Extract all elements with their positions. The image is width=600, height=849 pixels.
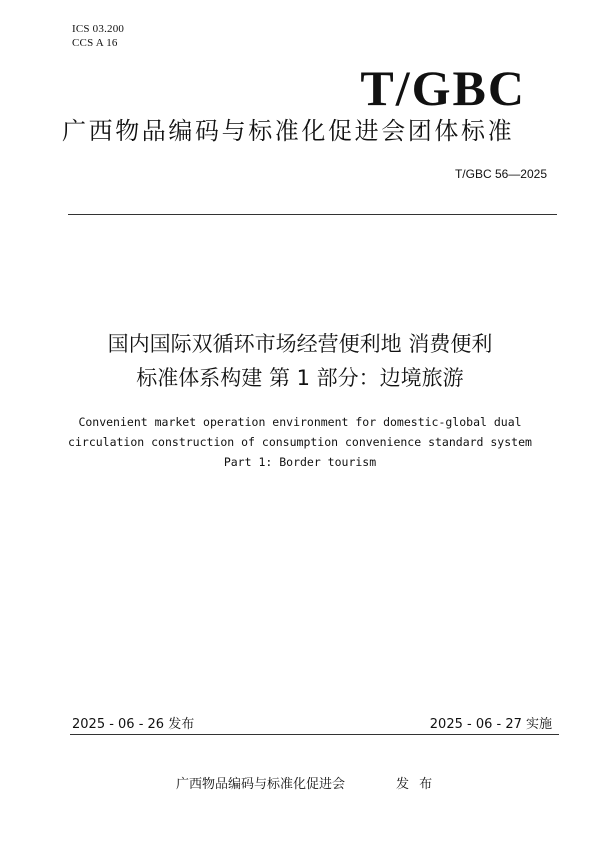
header-divider xyxy=(68,214,557,215)
chinese-title-line-2: 标准体系构建 第 1 部分：边境旅游 xyxy=(136,366,464,390)
footer-divider xyxy=(70,734,559,735)
issue-date: 2025 - 06 - 26 发布 xyxy=(72,717,195,732)
classification-codes xyxy=(72,22,124,50)
ics-code: ICS 03.200 xyxy=(72,23,125,35)
standard-logo: T/GBC xyxy=(360,60,526,116)
ccs-code: CCS A 16 xyxy=(72,37,118,49)
english-title-line-1: Convenient market operation environment for domestic-global dual xyxy=(78,415,522,429)
chinese-title-line-1: 国内国际双循环市场经营便利地 消费便利 xyxy=(107,332,493,356)
chinese-title xyxy=(40,327,560,395)
publish-label: 发 布 xyxy=(396,777,436,792)
organization-standard-title: 广西物品编码与标准化促进会团体标准 xyxy=(62,117,515,145)
english-title-line-3: Part 1: Border tourism xyxy=(223,455,377,469)
english-title xyxy=(30,412,570,472)
publisher-name: 广西物品编码与标准化促进会 xyxy=(176,777,346,792)
english-title-line-2: circulation construction of consumption convenience standard system xyxy=(68,435,532,449)
implementation-date: 2025 - 06 - 27 实施 xyxy=(429,717,552,732)
standard-number: T/GBC 56—2025 xyxy=(454,167,547,181)
